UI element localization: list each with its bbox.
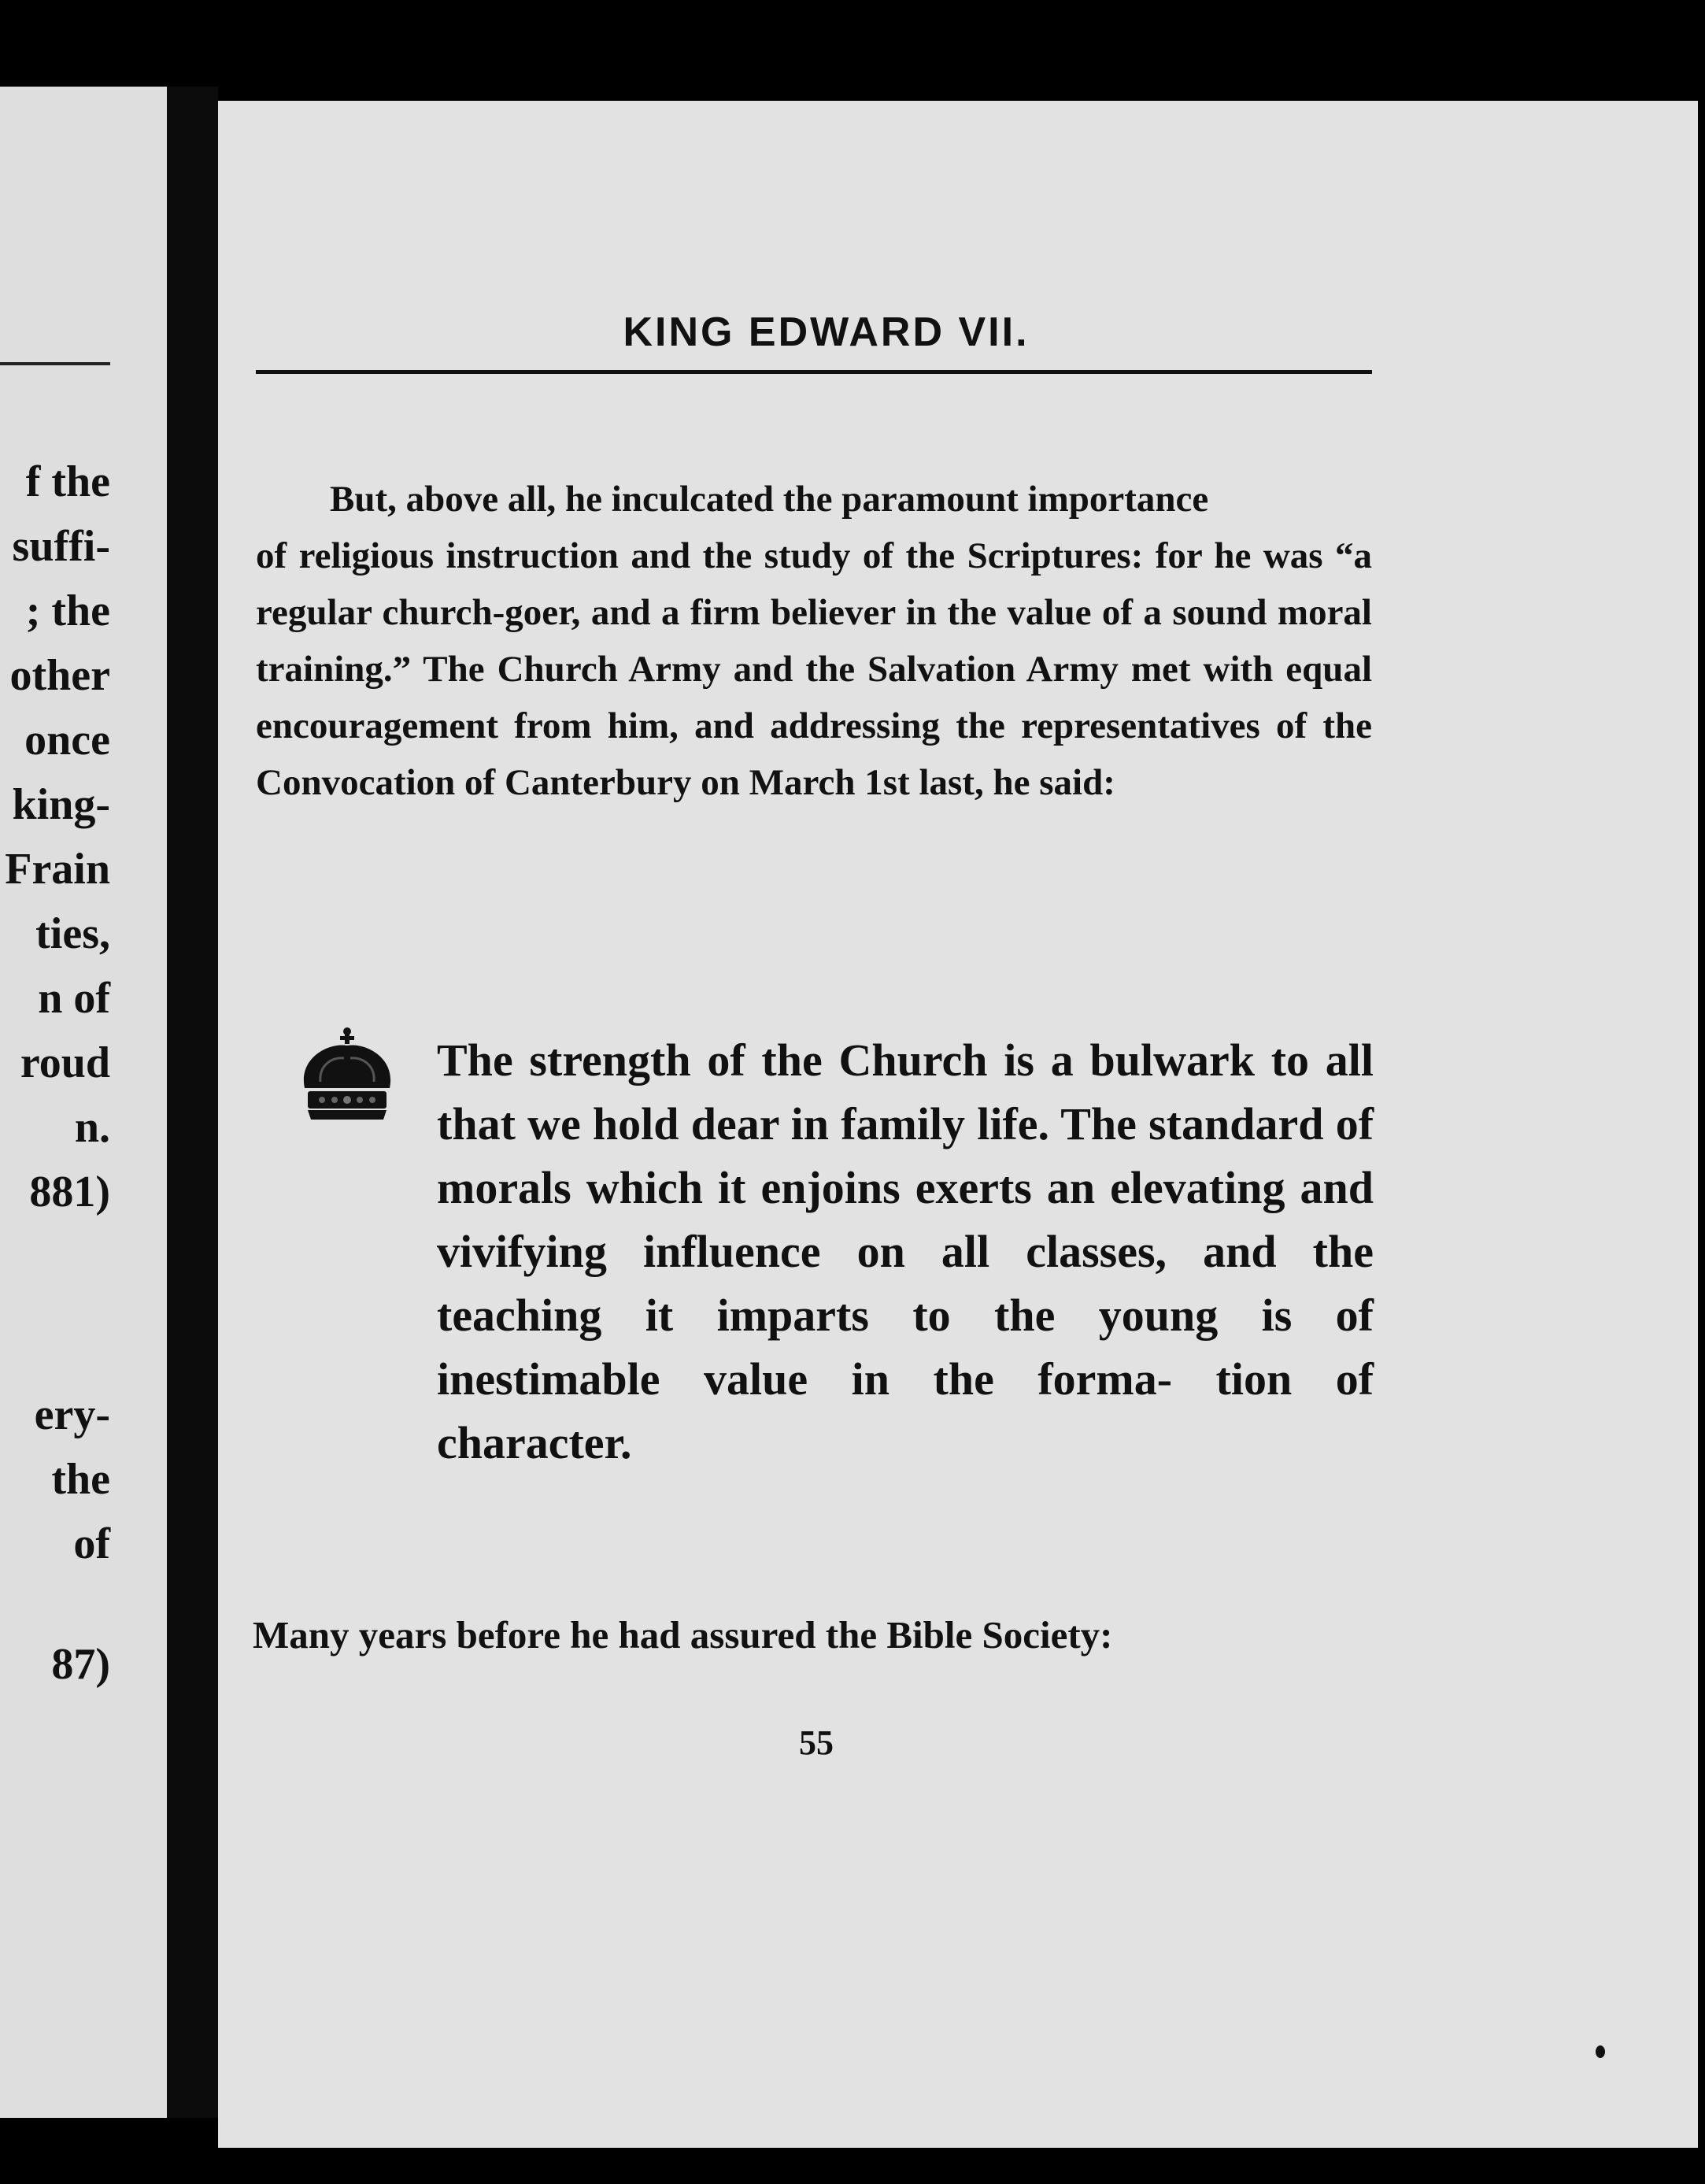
left-page-fragment: f the	[25, 457, 110, 506]
page	[218, 101, 1698, 2148]
crown-icon	[297, 1027, 398, 1124]
left-page-fragment: suffi-	[12, 522, 110, 571]
left-page-fragment: king-	[12, 780, 110, 829]
quote-line: tion of character.	[437, 1353, 1374, 1468]
quote-line: young is of inestimable value in the forma-	[437, 1290, 1374, 1405]
left-page-fragment: ties,	[35, 909, 110, 958]
quote-line: classes, and the teaching it imparts to the	[437, 1226, 1374, 1341]
closing-line: Many years before he had assured the Bible Society:	[253, 1613, 1113, 1657]
ink-speck	[1596, 2045, 1605, 2058]
intro-paragraph	[256, 471, 1372, 811]
left-page-fragment: 87)	[51, 1640, 110, 1689]
left-page-fragment: of	[73, 1520, 110, 1568]
left-page-fragment: other	[9, 651, 110, 700]
left-facing-page	[0, 87, 167, 2118]
quoted-speech	[437, 1028, 1374, 1475]
left-page-fragment: Frain	[5, 845, 110, 894]
quote-line: an elevating and vivifying influence on all	[437, 1162, 1374, 1277]
paragraph-line: value of a sound moral training.” The Church Army and	[256, 592, 1372, 690]
paragraph-line: he was “a regular church-goer, and a firm believer in the	[256, 535, 1373, 633]
left-page-fragment: ery-	[34, 1390, 110, 1439]
left-page-fragment: once	[24, 716, 110, 764]
left-page-fragment: roud	[20, 1038, 110, 1087]
quote-line: standard of morals which it enjoins exerts	[437, 1098, 1374, 1213]
book-binding-gutter	[167, 87, 218, 2118]
quote-line: The strength of the Church is a bulwark to	[437, 1035, 1310, 1086]
running-head: KING EDWARD VII.	[623, 309, 1030, 355]
paragraph-line: the Salvation Army met with equal encouragement from	[256, 649, 1373, 746]
page-number: 55	[799, 1723, 834, 1762]
header-rule	[256, 370, 1372, 374]
left-page-fragment: ; the	[25, 587, 110, 635]
paragraph-line: of Canterbury on March 1st last, he said:	[464, 762, 1115, 803]
left-page-fragment: n of	[38, 974, 110, 1023]
left-page-fragment: n.	[74, 1103, 110, 1152]
quote-line: all that we hold dear in family life. The	[437, 1035, 1374, 1149]
paragraph-line: But, above all, he inculcated the paramount importance	[330, 479, 1209, 520]
left-page-fragment: the	[51, 1455, 110, 1504]
paragraph-line: of religious instruction and the study of the Scriptures: for	[256, 535, 1202, 576]
left-page-fragment: 881)	[29, 1168, 110, 1216]
left-page-rule	[0, 362, 110, 365]
paragraph-line: him, and addressing the representatives of the Convocation	[256, 705, 1373, 803]
